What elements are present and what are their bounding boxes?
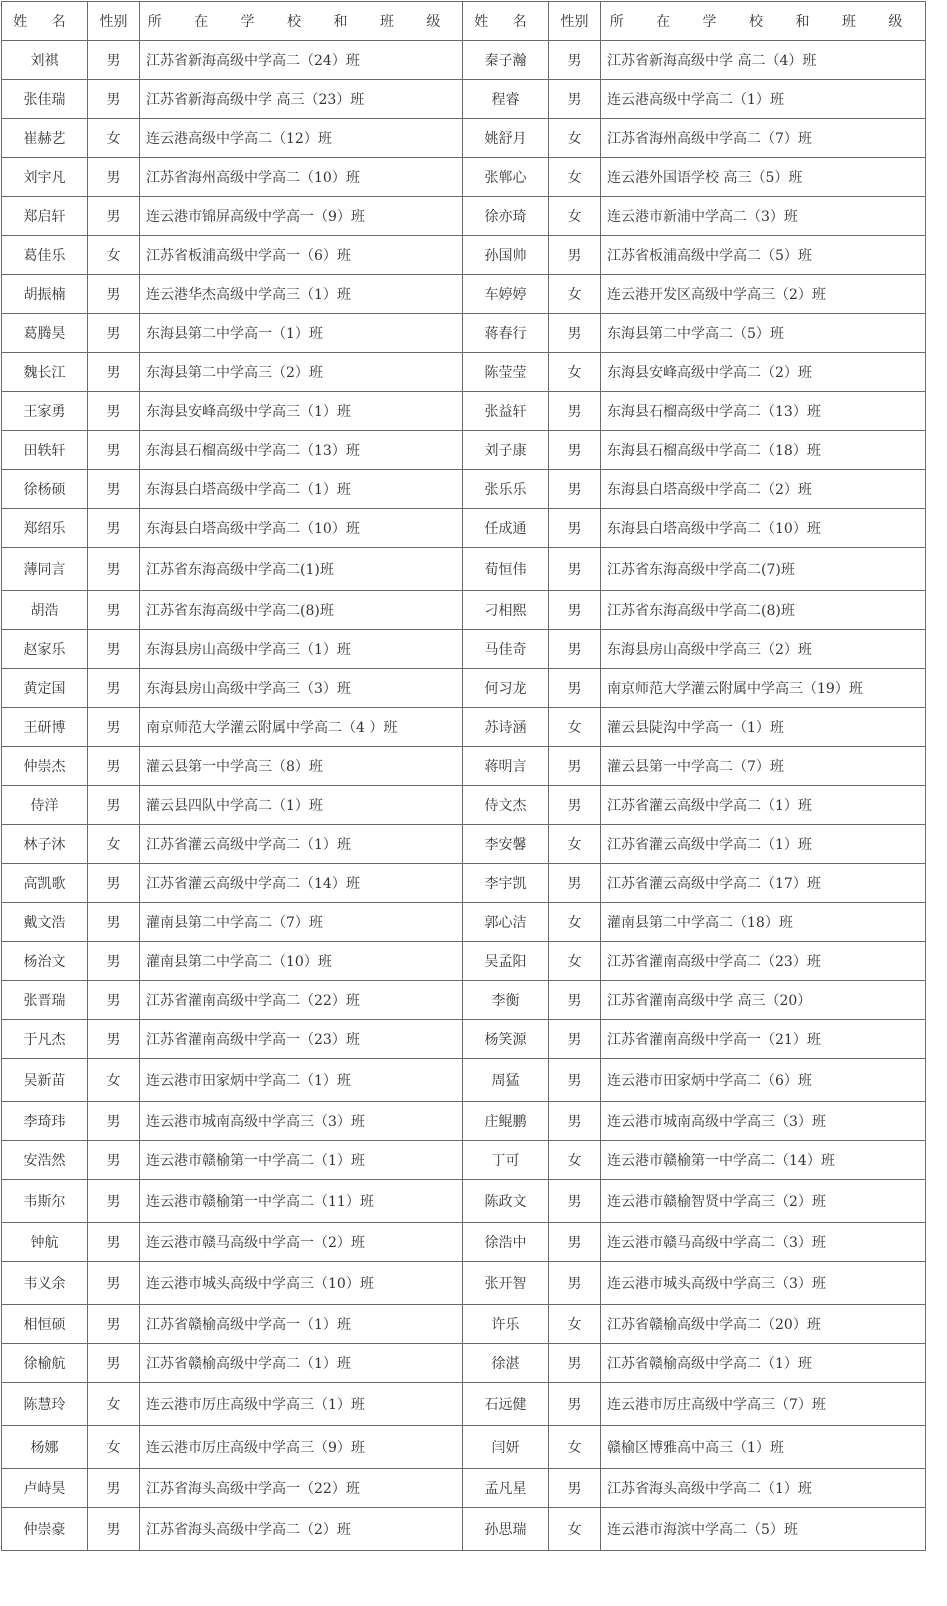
cell-name-right: 侍文杰	[463, 786, 549, 825]
cell-name-right: 苏诗涵	[463, 708, 549, 747]
cell-gender-left: 男	[88, 197, 140, 236]
cell-name-right: 李衡	[463, 981, 549, 1020]
table-row	[2, 1223, 926, 1262]
cell-name-left: 黄定国	[2, 669, 88, 708]
cell-gender-left: 男	[88, 392, 140, 431]
cell-name-left: 钟航	[2, 1223, 88, 1262]
table-row	[2, 1305, 926, 1344]
cell-school-left: 江苏省海州高级中学高二（10）班	[140, 158, 463, 197]
cell-school-left: 连云港市厉庄高级中学高三（9）班	[140, 1426, 463, 1469]
cell-gender-right: 男	[549, 591, 601, 630]
cell-gender-left: 男	[88, 275, 140, 314]
cell-school-right: 连云港开发区高级中学高三（2）班	[601, 275, 926, 314]
table-row	[2, 1508, 926, 1551]
cell-school-left: 灌云县四队中学高二（1）班	[140, 786, 463, 825]
cell-gender-left: 男	[88, 1223, 140, 1262]
cell-school-left: 东海县房山高级中学高三（3）班	[140, 669, 463, 708]
cell-school-right: 江苏省灌南高级中学 高三（20）	[601, 981, 926, 1020]
table-header	[2, 2, 926, 41]
cell-name-left: 魏长江	[2, 353, 88, 392]
cell-school-right: 灌南县第二中学高二（18）班	[601, 903, 926, 942]
cell-name-left: 仲崇杰	[2, 747, 88, 786]
cell-gender-left: 女	[88, 1383, 140, 1426]
cell-school-right: 连云港市田家炳中学高二（6）班	[601, 1059, 926, 1102]
table-row	[2, 353, 926, 392]
cell-gender-right: 男	[549, 431, 601, 470]
cell-gender-right: 男	[549, 747, 601, 786]
cell-school-left: 连云港市城头高级中学高三（10）班	[140, 1262, 463, 1305]
cell-name-left: 徐杨硕	[2, 470, 88, 509]
cell-school-left: 南京师范大学灌云附属中学高二（4 ）班	[140, 708, 463, 747]
table-row	[2, 747, 926, 786]
cell-name-right: 秦子瀚	[463, 41, 549, 80]
cell-name-right: 车婷婷	[463, 275, 549, 314]
cell-name-right: 庄鲲鹏	[463, 1102, 549, 1141]
table-row	[2, 981, 926, 1020]
cell-name-left: 郑绍乐	[2, 509, 88, 548]
cell-gender-left: 女	[88, 236, 140, 275]
cell-name-left: 张晋瑞	[2, 981, 88, 1020]
cell-gender-right: 男	[549, 509, 601, 548]
header-school-right: 所 在 学 校 和 班 级	[601, 2, 926, 41]
cell-gender-left: 男	[88, 548, 140, 591]
cell-school-left: 东海县安峰高级中学高三（1）班	[140, 392, 463, 431]
table-row	[2, 591, 926, 630]
cell-school-left: 江苏省东海高级中学高二(1)班	[140, 548, 463, 591]
table-row	[2, 236, 926, 275]
cell-name-left: 王研博	[2, 708, 88, 747]
cell-name-left: 安浩然	[2, 1141, 88, 1180]
table-row	[2, 119, 926, 158]
cell-gender-left: 男	[88, 708, 140, 747]
cell-name-right: 张开智	[463, 1262, 549, 1305]
cell-school-right: 江苏省板浦高级中学高二（5）班	[601, 236, 926, 275]
cell-name-right: 郭心洁	[463, 903, 549, 942]
cell-gender-left: 女	[88, 1426, 140, 1469]
cell-name-right: 任成通	[463, 509, 549, 548]
cell-school-right: 江苏省灌云高级中学高二（17）班	[601, 864, 926, 903]
table-row	[2, 1344, 926, 1383]
cell-school-left: 连云港市田家炳中学高二（1）班	[140, 1059, 463, 1102]
cell-gender-right: 男	[549, 864, 601, 903]
cell-name-left: 李琦玮	[2, 1102, 88, 1141]
cell-school-right: 江苏省赣榆高级中学高二（20）班	[601, 1305, 926, 1344]
cell-school-right: 江苏省新海高级中学 高二（4）班	[601, 41, 926, 80]
table-row	[2, 708, 926, 747]
table-row	[2, 1102, 926, 1141]
cell-gender-right: 男	[549, 41, 601, 80]
table-row	[2, 864, 926, 903]
cell-gender-right: 男	[549, 630, 601, 669]
table-row	[2, 786, 926, 825]
cell-gender-right: 男	[549, 314, 601, 353]
cell-school-left: 江苏省新海高级中学高二（24）班	[140, 41, 463, 80]
table-row	[2, 1059, 926, 1102]
cell-gender-right: 女	[549, 825, 601, 864]
table-row	[2, 630, 926, 669]
table-row	[2, 669, 926, 708]
cell-school-left: 东海县白塔高级中学高二（1）班	[140, 470, 463, 509]
cell-gender-right: 女	[549, 197, 601, 236]
cell-gender-left: 女	[88, 825, 140, 864]
cell-name-right: 荀恒伟	[463, 548, 549, 591]
table-row	[2, 314, 926, 353]
cell-name-left: 葛佳乐	[2, 236, 88, 275]
table-row	[2, 431, 926, 470]
cell-gender-left: 男	[88, 786, 140, 825]
table-row	[2, 470, 926, 509]
cell-school-right: 东海县第二中学高二（5）班	[601, 314, 926, 353]
cell-name-left: 于凡杰	[2, 1020, 88, 1059]
cell-gender-left: 男	[88, 630, 140, 669]
header-gender-left: 性别	[88, 2, 140, 41]
cell-school-right: 连云港外国语学校 高三（5）班	[601, 158, 926, 197]
cell-gender-right: 女	[549, 708, 601, 747]
cell-gender-left: 男	[88, 747, 140, 786]
cell-name-left: 韦斯尔	[2, 1180, 88, 1223]
table-row	[2, 903, 926, 942]
cell-school-left: 连云港市锦屏高级中学高一（9）班	[140, 197, 463, 236]
cell-name-left: 胡振楠	[2, 275, 88, 314]
cell-school-left: 连云港市赣榆第一中学高二（11）班	[140, 1180, 463, 1223]
cell-gender-right: 男	[549, 392, 601, 431]
cell-school-left: 东海县第二中学高三（2）班	[140, 353, 463, 392]
cell-school-right: 灌云县陡沟中学高一（1）班	[601, 708, 926, 747]
table-row	[2, 825, 926, 864]
cell-gender-right: 男	[549, 786, 601, 825]
cell-name-right: 姚舒月	[463, 119, 549, 158]
cell-gender-right: 男	[549, 669, 601, 708]
cell-gender-left: 男	[88, 942, 140, 981]
cell-gender-left: 男	[88, 1141, 140, 1180]
cell-school-right: 江苏省海头高级中学高二（1）班	[601, 1469, 926, 1508]
cell-name-right: 徐浩中	[463, 1223, 549, 1262]
cell-gender-left: 男	[88, 1102, 140, 1141]
cell-name-right: 吴孟阳	[463, 942, 549, 981]
cell-gender-right: 男	[549, 470, 601, 509]
cell-gender-left: 男	[88, 1020, 140, 1059]
cell-gender-left: 男	[88, 470, 140, 509]
cell-name-right: 李宇凯	[463, 864, 549, 903]
cell-school-left: 灌云县第一中学高三（8）班	[140, 747, 463, 786]
cell-school-right: 连云港市厉庄高级中学高三（7）班	[601, 1383, 926, 1426]
cell-name-right: 张益轩	[463, 392, 549, 431]
header-gender-right: 性别	[549, 2, 601, 41]
table-row	[2, 197, 926, 236]
cell-name-right: 周猛	[463, 1059, 549, 1102]
cell-school-right: 东海县白塔高级中学高二（2）班	[601, 470, 926, 509]
cell-school-left: 江苏省新海高级中学 高三（23）班	[140, 80, 463, 119]
cell-school-right: 东海县房山高级中学高三（2）班	[601, 630, 926, 669]
cell-name-left: 相恒硕	[2, 1305, 88, 1344]
header-school-left: 所 在 学 校 和 班 级	[140, 2, 463, 41]
cell-name-right: 李安馨	[463, 825, 549, 864]
cell-gender-left: 男	[88, 158, 140, 197]
cell-school-right: 连云港市赣榆智贤中学高三（2）班	[601, 1180, 926, 1223]
cell-school-left: 连云港高级中学高二（12）班	[140, 119, 463, 158]
cell-school-left: 灌南县第二中学高二（7）班	[140, 903, 463, 942]
cell-name-right: 许乐	[463, 1305, 549, 1344]
cell-gender-left: 男	[88, 1305, 140, 1344]
cell-school-left: 连云港市厉庄高级中学高三（1）班	[140, 1383, 463, 1426]
cell-name-right: 石远健	[463, 1383, 549, 1426]
cell-gender-right: 男	[549, 1102, 601, 1141]
table-row	[2, 392, 926, 431]
cell-name-left: 韦义余	[2, 1262, 88, 1305]
cell-school-right: 连云港市城南高级中学高三（3）班	[601, 1102, 926, 1141]
cell-name-left: 张佳瑞	[2, 80, 88, 119]
cell-school-right: 灌云县第一中学高二（7）班	[601, 747, 926, 786]
cell-school-right: 连云港市城头高级中学高三（3）班	[601, 1262, 926, 1305]
cell-school-right: 连云港市赣马高级中学高二（3）班	[601, 1223, 926, 1262]
cell-name-right: 孙国帅	[463, 236, 549, 275]
table-row	[2, 1141, 926, 1180]
header-name-right: 姓 名	[463, 2, 549, 41]
cell-school-right: 江苏省海州高级中学高二（7）班	[601, 119, 926, 158]
cell-gender-right: 男	[549, 1344, 601, 1383]
table-row	[2, 509, 926, 548]
cell-gender-left: 男	[88, 669, 140, 708]
cell-school-right: 连云港市新浦中学高二（3）班	[601, 197, 926, 236]
table-row	[2, 158, 926, 197]
header-name-left: 姓 名	[2, 2, 88, 41]
cell-name-right: 陈莹莹	[463, 353, 549, 392]
cell-school-left: 灌南县第二中学高二（10）班	[140, 942, 463, 981]
cell-gender-right: 男	[549, 1223, 601, 1262]
cell-name-right: 马佳奇	[463, 630, 549, 669]
cell-school-left: 连云港华杰高级中学高三（1）班	[140, 275, 463, 314]
cell-name-left: 侍洋	[2, 786, 88, 825]
cell-school-right: 东海县石榴高级中学高二（13）班	[601, 392, 926, 431]
cell-name-left: 葛腾昊	[2, 314, 88, 353]
cell-gender-right: 男	[549, 1383, 601, 1426]
cell-gender-right: 男	[549, 1262, 601, 1305]
table-row	[2, 1020, 926, 1059]
cell-gender-right: 女	[549, 353, 601, 392]
cell-gender-left: 男	[88, 80, 140, 119]
cell-gender-right: 男	[549, 1020, 601, 1059]
cell-gender-left: 女	[88, 119, 140, 158]
cell-gender-right: 女	[549, 1508, 601, 1551]
cell-name-left: 陈慧玲	[2, 1383, 88, 1426]
cell-gender-left: 男	[88, 353, 140, 392]
cell-school-left: 江苏省赣榆高级中学高二（1）班	[140, 1344, 463, 1383]
cell-name-right: 陈政文	[463, 1180, 549, 1223]
table-row	[2, 1383, 926, 1426]
cell-name-left: 刘宇凡	[2, 158, 88, 197]
cell-school-right: 南京师范大学灌云附属中学高三（19）班	[601, 669, 926, 708]
table-row	[2, 548, 926, 591]
cell-school-left: 江苏省板浦高级中学高一（6）班	[140, 236, 463, 275]
cell-name-right: 蒋春行	[463, 314, 549, 353]
cell-name-left: 林子沐	[2, 825, 88, 864]
table-row	[2, 275, 926, 314]
cell-gender-right: 女	[549, 119, 601, 158]
cell-gender-right: 男	[549, 1469, 601, 1508]
cell-name-right: 徐湛	[463, 1344, 549, 1383]
cell-school-left: 江苏省赣榆高级中学高一（1）班	[140, 1305, 463, 1344]
cell-gender-right: 男	[549, 80, 601, 119]
cell-school-right: 东海县白塔高级中学高二（10）班	[601, 509, 926, 548]
cell-gender-right: 女	[549, 942, 601, 981]
cell-school-left: 东海县白塔高级中学高二（10）班	[140, 509, 463, 548]
cell-gender-right: 女	[549, 158, 601, 197]
cell-name-left: 田轶轩	[2, 431, 88, 470]
cell-name-right: 闫妍	[463, 1426, 549, 1469]
cell-school-right: 江苏省灌云高级中学高二（1）班	[601, 825, 926, 864]
cell-name-right: 刘子康	[463, 431, 549, 470]
cell-gender-left: 男	[88, 903, 140, 942]
cell-gender-right: 女	[549, 1426, 601, 1469]
cell-gender-left: 男	[88, 1262, 140, 1305]
cell-school-right: 江苏省东海高级中学高二(7)班	[601, 548, 926, 591]
cell-name-left: 胡浩	[2, 591, 88, 630]
cell-school-right: 江苏省灌南高级中学高一（21）班	[601, 1020, 926, 1059]
cell-school-left: 连云港市赣榆第一中学高二（1）班	[140, 1141, 463, 1180]
cell-gender-left: 男	[88, 1469, 140, 1508]
cell-name-left: 仲崇豪	[2, 1508, 88, 1551]
cell-school-right: 东海县安峰高级中学高二（2）班	[601, 353, 926, 392]
cell-gender-left: 男	[88, 1180, 140, 1223]
cell-school-left: 东海县石榴高级中学高二（13）班	[140, 431, 463, 470]
cell-school-right: 赣榆区博雅高中高三（1）班	[601, 1426, 926, 1469]
cell-name-right: 杨笑源	[463, 1020, 549, 1059]
cell-gender-left: 男	[88, 509, 140, 548]
table-row	[2, 942, 926, 981]
cell-gender-right: 女	[549, 275, 601, 314]
cell-school-left: 江苏省海头高级中学高一（22）班	[140, 1469, 463, 1508]
cell-school-left: 东海县第二中学高一（1）班	[140, 314, 463, 353]
cell-gender-left: 男	[88, 981, 140, 1020]
cell-gender-right: 女	[549, 903, 601, 942]
cell-gender-right: 男	[549, 1059, 601, 1102]
table-row	[2, 80, 926, 119]
cell-school-left: 江苏省灌云高级中学高二（14）班	[140, 864, 463, 903]
cell-gender-left: 男	[88, 431, 140, 470]
cell-gender-left: 男	[88, 591, 140, 630]
cell-school-right: 江苏省东海高级中学高二(8)班	[601, 591, 926, 630]
cell-name-left: 徐榆航	[2, 1344, 88, 1383]
cell-gender-right: 女	[549, 1141, 601, 1180]
cell-school-left: 连云港市赣马高级中学高一（2）班	[140, 1223, 463, 1262]
cell-name-left: 杨治文	[2, 942, 88, 981]
cell-school-left: 江苏省灌云高级中学高二（1）班	[140, 825, 463, 864]
cell-name-left: 崔赫艺	[2, 119, 88, 158]
cell-gender-right: 男	[549, 1180, 601, 1223]
table-row	[2, 1426, 926, 1469]
cell-name-left: 赵家乐	[2, 630, 88, 669]
cell-school-left: 东海县房山高级中学高三（1）班	[140, 630, 463, 669]
cell-name-left: 王家勇	[2, 392, 88, 431]
cell-school-left: 连云港市城南高级中学高三（3）班	[140, 1102, 463, 1141]
cell-school-right: 东海县石榴高级中学高二（18）班	[601, 431, 926, 470]
cell-school-right: 连云港市赣榆第一中学高二（14）班	[601, 1141, 926, 1180]
table-row	[2, 1469, 926, 1508]
cell-gender-left: 男	[88, 314, 140, 353]
cell-name-left: 杨娜	[2, 1426, 88, 1469]
cell-gender-left: 男	[88, 1508, 140, 1551]
cell-gender-right: 女	[549, 1305, 601, 1344]
cell-school-right: 连云港市海滨中学高二（5）班	[601, 1508, 926, 1551]
cell-name-right: 程睿	[463, 80, 549, 119]
cell-name-right: 何习龙	[463, 669, 549, 708]
cell-school-left: 江苏省灌南高级中学高二（22）班	[140, 981, 463, 1020]
cell-name-right: 张郸心	[463, 158, 549, 197]
cell-school-right: 江苏省赣榆高级中学高二（1）班	[601, 1344, 926, 1383]
table-row	[2, 41, 926, 80]
cell-school-right: 连云港高级中学高二（1）班	[601, 80, 926, 119]
cell-name-right: 徐亦琦	[463, 197, 549, 236]
cell-gender-right: 男	[549, 981, 601, 1020]
cell-school-left: 江苏省东海高级中学高二(8)班	[140, 591, 463, 630]
cell-name-left: 戴文浩	[2, 903, 88, 942]
cell-gender-left: 男	[88, 864, 140, 903]
cell-name-right: 丁可	[463, 1141, 549, 1180]
cell-name-left: 高凯歌	[2, 864, 88, 903]
cell-school-left: 江苏省灌南高级中学高一（23）班	[140, 1020, 463, 1059]
cell-gender-left: 男	[88, 1344, 140, 1383]
cell-name-right: 张乐乐	[463, 470, 549, 509]
cell-name-right: 孙思瑞	[463, 1508, 549, 1551]
table-row	[2, 1180, 926, 1223]
table-body	[2, 41, 926, 1551]
cell-name-right: 孟凡星	[463, 1469, 549, 1508]
cell-gender-left: 男	[88, 41, 140, 80]
cell-gender-right: 男	[549, 548, 601, 591]
cell-school-right: 江苏省灌南高级中学高二（23）班	[601, 942, 926, 981]
cell-gender-right: 男	[549, 236, 601, 275]
header-row	[2, 2, 926, 41]
cell-name-right: 蒋明言	[463, 747, 549, 786]
cell-name-right: 刁相熙	[463, 591, 549, 630]
cell-name-left: 薄同言	[2, 548, 88, 591]
cell-gender-left: 女	[88, 1059, 140, 1102]
table-row	[2, 1262, 926, 1305]
cell-name-left: 吴新苗	[2, 1059, 88, 1102]
student-roster-table	[1, 1, 926, 1551]
cell-name-left: 郑启轩	[2, 197, 88, 236]
cell-name-left: 刘祺	[2, 41, 88, 80]
cell-school-left: 江苏省海头高级中学高二（2）班	[140, 1508, 463, 1551]
cell-school-right: 江苏省灌云高级中学高二（1）班	[601, 786, 926, 825]
cell-name-left: 卢峙昊	[2, 1469, 88, 1508]
